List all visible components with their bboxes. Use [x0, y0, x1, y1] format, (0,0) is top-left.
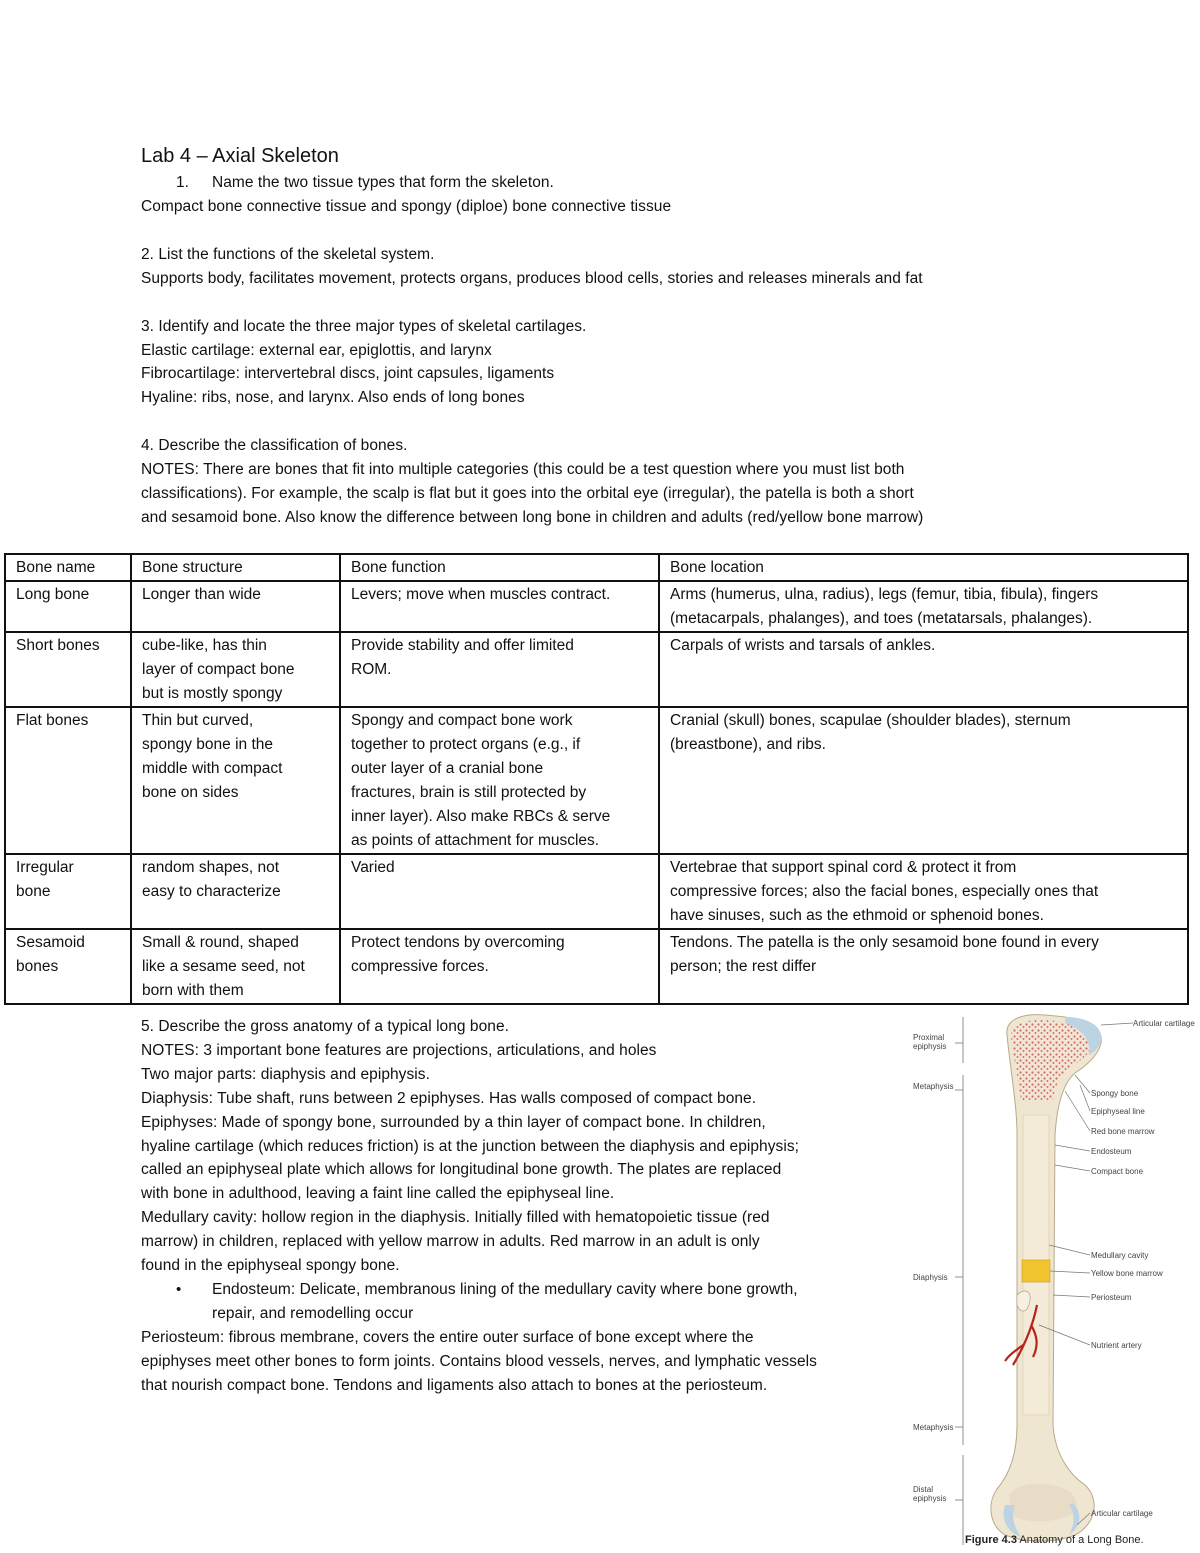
cell-line: (metacarpals, phalanges), and toes (metatarsals, phalanges). [670, 610, 1093, 627]
cell-line: bone on sides [142, 784, 239, 801]
cell-line: Provide stability and offer limited [351, 637, 574, 654]
bone-structure-cell [131, 581, 340, 632]
cell-line: Longer than wide [142, 586, 261, 603]
cell-line: bones [16, 958, 59, 975]
cell-line: layer of compact bone [142, 661, 295, 678]
cell-line: Levers; move when muscles contract. [351, 586, 611, 603]
header-cell: Bone function [340, 554, 659, 581]
label-articular-cartilage: Articular cartilage [1091, 1509, 1153, 1518]
periosteum-line: Periosteum: fibrous membrane, covers the entire outer surface of bone except where the [141, 1329, 754, 1346]
cell-line: Tendons. The patella is the only sesamoid bone found in every [670, 934, 1099, 951]
cell-line: cube-like, has thin [142, 637, 267, 654]
endosteum-line: Endosteum: Delicate, membranous lining of the medullary cavity where bone growth, [212, 1281, 798, 1298]
label-medullary-cavity: Medullary cavity [1091, 1251, 1149, 1260]
q5-line: Epiphyses: Made of spongy bone, surrounded by a thin layer of compact bone. In children, [141, 1114, 766, 1131]
label-yellow-bone-marrow: Yellow bone marrow [1091, 1269, 1163, 1278]
cell-line: Cranial (skull) bones, scapulae (shoulder blades), sternum [670, 712, 1071, 729]
q3-question: 3. Identify and locate the three major types of skeletal cartilages. [141, 318, 587, 335]
label-diaphysis: Diaphysis [913, 1273, 948, 1282]
bone-classification-table [4, 553, 1189, 1005]
bone-function-cell [340, 929, 659, 1004]
bone-structure-cell [131, 632, 340, 707]
label-nutrient-artery: Nutrient artery [1091, 1341, 1142, 1350]
table-row [5, 581, 1188, 632]
q4-notes-line: and sesamoid bone. Also know the difference between long bone in children and adults (red/yellow bone marrow) [141, 509, 924, 526]
cell-line: Varied [351, 859, 395, 876]
label-compact-bone: Compact bone [1091, 1167, 1144, 1176]
figure-caption [965, 1533, 1144, 1547]
label-epiphysis: epiphysis [913, 1494, 947, 1503]
cell-line: compressive forces; also the facial bones, especially ones that [670, 883, 1099, 900]
table-row [5, 854, 1188, 929]
q5-line: Diaphysis: Tube shaft, runs between 2 epiphyses. Has walls composed of compact bone. [141, 1090, 757, 1107]
header-cell: Bone structure [131, 554, 340, 581]
cell-line: spongy bone in the [142, 736, 273, 753]
bone-location-cell [659, 581, 1188, 632]
cell-line: together to protect organs (e.g., if [351, 736, 581, 753]
q5-line: with bone in adulthood, leaving a faint line called the epiphyseal line. [141, 1185, 615, 1202]
label-spongy-bone: Spongy bone [1091, 1089, 1139, 1098]
long-bone-figure [905, 1005, 1195, 1550]
periosteum-line: epiphyses meet other bones to form joints. Contains blood vessels, nerves, and lymphatic vessels [141, 1353, 817, 1370]
endosteum-line: repair, and remodelling occur [212, 1305, 414, 1322]
table-header-row [5, 554, 1188, 581]
region-brackets [955, 1017, 963, 1545]
label-epiphyseal-line: Epiphyseal line [1091, 1107, 1145, 1116]
cell-line: like a sesame seed, not [142, 958, 305, 975]
cell-line: Small & round, shaped [142, 934, 299, 951]
q1-question: Name the two tissue types that form the skeleton. [212, 174, 554, 191]
cell-line: ROM. [351, 661, 392, 678]
label-proximal: Proximal [913, 1033, 945, 1042]
header-cell: Bone location [659, 554, 1188, 581]
cell-line: easy to characterize [142, 883, 281, 900]
bullet-icon: • [176, 1281, 182, 1298]
q5-line: Medullary cavity: hollow region in the diaphysis. Initially filled with hematopoietic tissue (red [141, 1209, 770, 1226]
cell-line: have sinuses, such as the ethmoid or sphenoid bones. [670, 907, 1044, 924]
bone-location-cell [659, 929, 1188, 1004]
bone-location-cell [659, 632, 1188, 707]
bone-structure-cell [131, 707, 340, 854]
cell-line: inner layer). Also make RBCs & serve [351, 808, 611, 825]
cell-line: Flat bones [16, 712, 89, 729]
cell-line: Irregular [16, 859, 74, 876]
q4-notes-line: NOTES: There are bones that fit into multiple categories (this could be a test question where you must list both [141, 461, 905, 478]
cell-line: compressive forces. [351, 958, 489, 975]
cell-line: Carpals of wrists and tarsals of ankles. [670, 637, 936, 654]
bone-function-cell [340, 581, 659, 632]
q1-answer: Compact bone connective tissue and spongy (diploe) bone connective tissue [141, 198, 672, 215]
q2-question: 2. List the functions of the skeletal system. [141, 246, 435, 263]
label-epiphysis: epiphysis [913, 1042, 947, 1051]
cell-line: Spongy and compact bone work [351, 712, 573, 729]
cell-line: but is mostly spongy [142, 685, 283, 702]
bone-name-cell [5, 581, 131, 632]
label-articular-cartilage: Articular cartilage [1133, 1019, 1195, 1028]
table-row [5, 707, 1188, 854]
q4-question: 4. Describe the classification of bones. [141, 437, 408, 454]
q2-answer: Supports body, facilitates movement, protects organs, produces blood cells, stories and releases minerals and fat [141, 270, 923, 287]
header-cell: Bone name [5, 554, 131, 581]
cell-line: as points of attachment for muscles. [351, 832, 600, 849]
cell-line: Vertebrae that support spinal cord & protect it from [670, 859, 1017, 876]
bone-structure-cell [131, 854, 340, 929]
label-metaphysis: Metaphysis [913, 1423, 954, 1432]
cell-line: person; the rest differ [670, 958, 817, 975]
bone-shape [991, 1015, 1102, 1541]
table-row [5, 929, 1188, 1004]
label-periosteum: Periosteum [1091, 1293, 1132, 1302]
bone-name-cell [5, 854, 131, 929]
page-title: Lab 4 – Axial Skeleton [141, 145, 339, 167]
q5-line: called an epiphyseal plate which allows for longitudinal bone growth. The plates are replaced [141, 1161, 782, 1178]
cell-line: Long bone [16, 586, 90, 603]
figure-caption-number: Figure 4.3 [965, 1534, 1017, 1546]
periosteum-line: that nourish compact bone. Tendons and ligaments also attach to bones at the periosteum. [141, 1377, 768, 1394]
q5-line: NOTES: 3 important bone features are projections, articulations, and holes [141, 1042, 657, 1059]
cell-line: middle with compact [142, 760, 283, 777]
q5-line: marrow) in children, replaced with yellow marrow in adults. Red marrow in an adult is only [141, 1233, 760, 1250]
bone-function-cell [340, 707, 659, 854]
bone-function-cell [340, 854, 659, 929]
label-endosteum: Endosteum [1091, 1147, 1132, 1156]
q5-question: 5. Describe the gross anatomy of a typical long bone. [141, 1018, 509, 1035]
bone-location-cell [659, 854, 1188, 929]
bone-structure-cell [131, 929, 340, 1004]
bone-name-cell [5, 632, 131, 707]
q1-number: 1. [176, 174, 190, 191]
cell-line: (breastbone), and ribs. [670, 736, 826, 753]
cell-line: Protect tendons by overcoming [351, 934, 565, 951]
bone-name-cell [5, 929, 131, 1004]
cell-line: born with them [142, 982, 244, 999]
cell-line: bone [16, 883, 51, 900]
q5-line: Two major parts: diaphysis and epiphysis. [141, 1066, 430, 1083]
cell-line: random shapes, not [142, 859, 280, 876]
bone-name-cell [5, 707, 131, 854]
bone-location-cell [659, 707, 1188, 854]
q3-elastic: Elastic cartilage: external ear, epiglottis, and larynx [141, 342, 492, 359]
q3-hyaline: Hyaline: ribs, nose, and larynx. Also ends of long bones [141, 389, 525, 406]
table-row [5, 632, 1188, 707]
figure-caption-text: Anatomy of a Long Bone. [1016, 1534, 1144, 1546]
cell-line: fractures, brain is still protected by [351, 784, 587, 801]
cell-line: Arms (humerus, ulna, radius), legs (femur, tibia, fibula), fingers [670, 586, 1099, 603]
label-metaphysis: Metaphysis [913, 1082, 954, 1091]
q4-notes-line: classifications). For example, the scalp is flat but it goes into the orbital eye (irregular), the patella is both a short [141, 485, 914, 502]
cell-line: Sesamoid [16, 934, 85, 951]
label-red-bone-marrow: Red bone marrow [1091, 1127, 1155, 1136]
cell-line: Thin but curved, [142, 712, 254, 729]
cell-line: Short bones [16, 637, 100, 654]
bone-function-cell [340, 632, 659, 707]
label-distal: Distal [913, 1485, 934, 1494]
q5-line: found in the epiphyseal spongy bone. [141, 1257, 400, 1274]
cell-line: outer layer of a cranial bone [351, 760, 544, 777]
q5-line: hyaline cartilage (which reduces friction) is at the junction between the diaphysis and epiphysis; [141, 1138, 799, 1155]
q3-fibrocartilage: Fibrocartilage: intervertebral discs, joint capsules, ligaments [141, 365, 555, 382]
